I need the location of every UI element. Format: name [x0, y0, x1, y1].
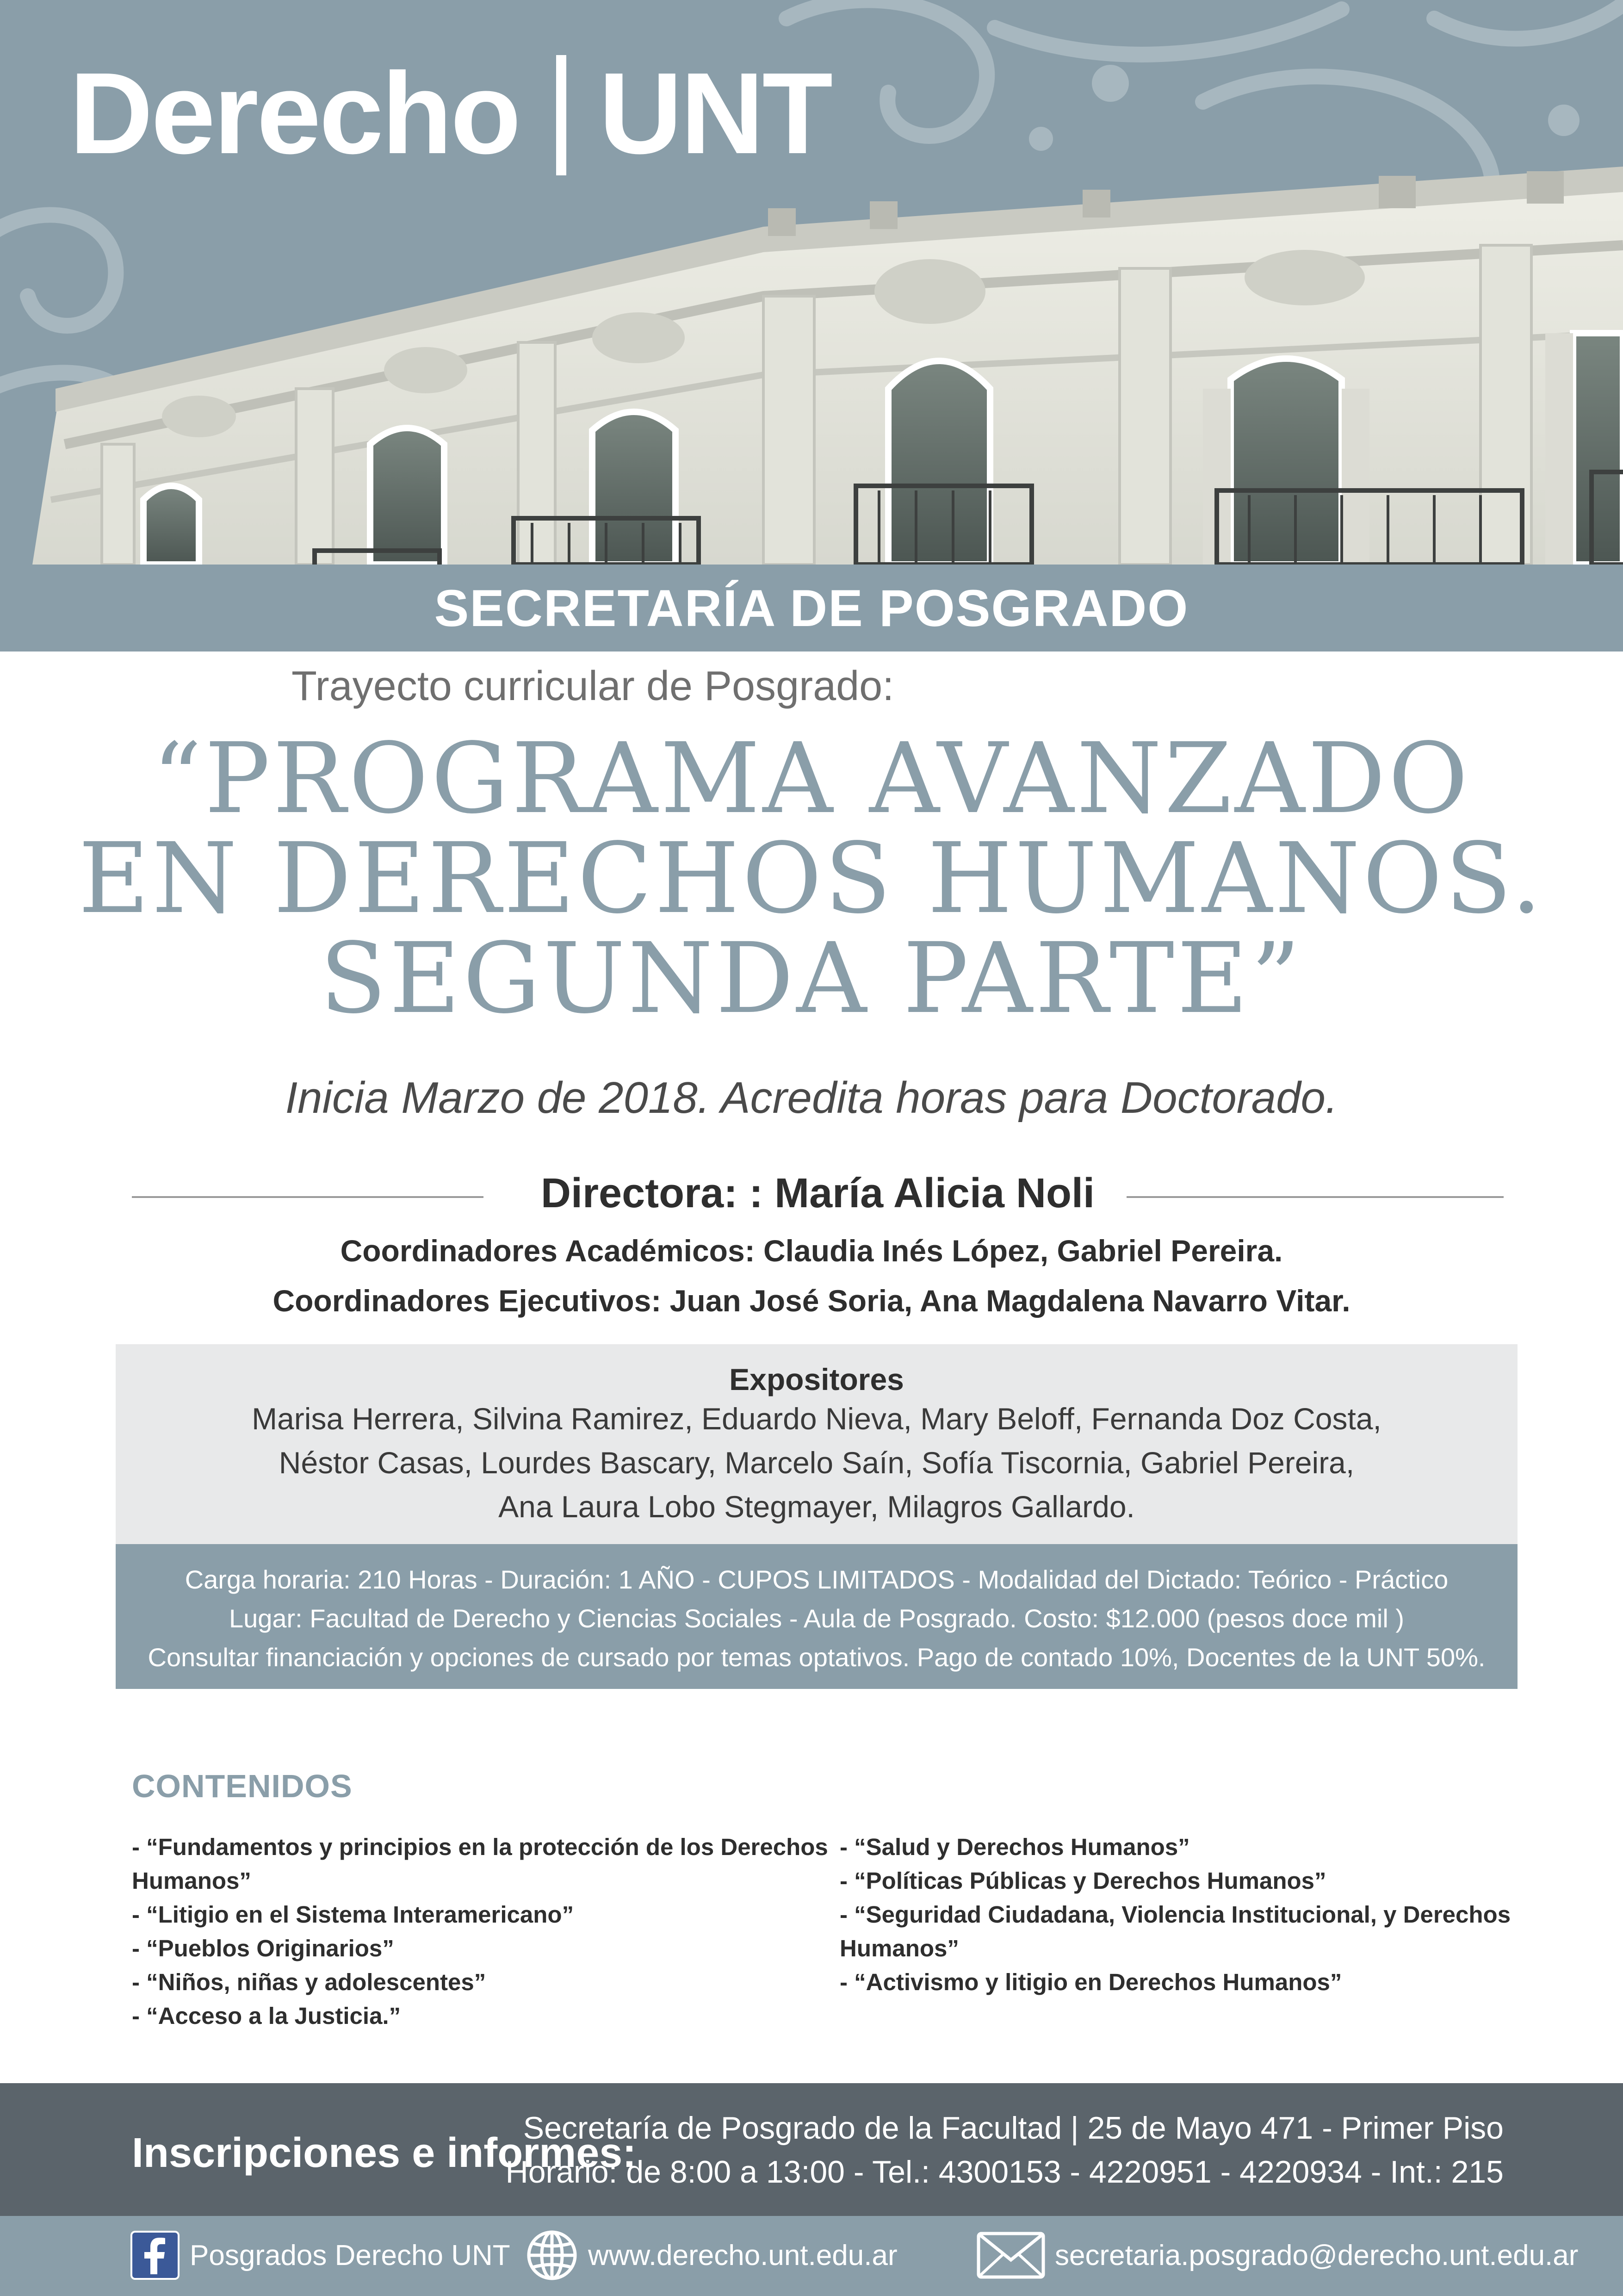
contenido-item: - “Acceso a la Justicia.” [132, 2003, 401, 2029]
program-title-line: EN DERECHOS HUMANOS. [78, 822, 1545, 935]
contenido-item: - “Fundamentos y principios en la protección de los Derechos [132, 1834, 828, 1860]
secretaria-title: SECRETARÍA DE POSGRADO [434, 579, 1189, 637]
expositores-line: Ana Laura Lobo Stegmayer, Milagros Gallardo. [498, 1489, 1135, 1524]
footer-info-bar [0, 2083, 1623, 2216]
footer-links-bar [0, 2216, 1623, 2296]
brand-unt: UNT [599, 49, 831, 178]
header [0, 0, 1623, 652]
contenido-item: - “Políticas Públicas y Derechos Humanos” [840, 1868, 1326, 1894]
trayecto-label: Trayecto curricular de Posgrado: [291, 663, 894, 709]
course-info-panel [116, 1544, 1518, 1689]
contenido-item: Humanos” [132, 1868, 251, 1894]
expositores-panel [116, 1344, 1518, 1544]
brand-derecho: Derecho [69, 49, 520, 178]
website-url: www.derecho.unt.edu.ar [588, 2239, 898, 2271]
globe-icon [525, 2228, 579, 2282]
start-date-note: Inicia Marzo de 2018. Acredita horas para Doctorado. [285, 1073, 1338, 1123]
program-title-line: “PROGRAMA AVANZADO [152, 722, 1471, 835]
expositores-line: Marisa Herrera, Silvina Ramirez, Eduardo Nieva, Mary Beloff, Fernanda Doz Costa, [252, 1402, 1381, 1436]
course-info-line: Carga horaria: 210 Horas - Duración: 1 AÑO - CUPOS LIMITADOS - Modalidad del Dictado: Teórico - Práctico [185, 1565, 1449, 1594]
contenido-item: - “Salud y Derechos Humanos” [840, 1834, 1190, 1860]
contenido-item: - “Seguridad Ciudadana, Violencia Institucional, y Derechos [840, 1901, 1511, 1928]
coordinadores-academicos: Coordinadores Académicos: Claudia Inés López, Gabriel Pereira. [340, 1234, 1283, 1268]
course-info-line: Consultar financiación y opciones de cursado por temas optativos. Pago de contado 10%, Docentes de la UNT 50%. [148, 1643, 1486, 1672]
facebook-label: Posgrados Derecho UNT [190, 2239, 510, 2271]
contenidos-title: CONTENIDOS [132, 1768, 353, 1804]
footer-horario: Horario: de 8:00 a 13:00 - Tel.: 4300153 - 4220951 - 4220934 - Int.: 215 [505, 2154, 1504, 2190]
course-info-line: Lugar: Facultad de Derecho y Ciencias Sociales - Aula de Posgrado. Costo: $12.000 (pesos doce mil ) [229, 1604, 1405, 1633]
contenidos-right-column [840, 1830, 1524, 1999]
secretaria-band [0, 565, 1623, 652]
footer-contact-info [506, 2106, 1504, 2194]
building-photo [0, 93, 1623, 565]
expositores-line: Néstor Casas, Lourdes Bascary, Marcelo Saín, Sofía Tiscornia, Gabriel Pereira, [279, 1446, 1355, 1480]
email-link[interactable] [976, 2230, 1578, 2281]
footer-address: Secretaría de Posgrado de la Facultad | 25 de Mayo 471 - Primer Piso [523, 2110, 1504, 2146]
contenido-item: - “Niños, niñas y adolescentes” [132, 1969, 486, 1995]
program-title [0, 722, 1623, 1035]
program-title-line: SEGUNDA PARTE” [320, 922, 1303, 1035]
envelope-icon [976, 2231, 1046, 2279]
website-link[interactable] [525, 2230, 898, 2281]
contenidos-left-column [132, 1830, 828, 2033]
facebook-link[interactable] [130, 2230, 510, 2281]
directora: Directora: : María Alicia Noli [541, 1170, 1095, 1216]
inscripciones-label: Inscripciones e informes: [132, 2130, 637, 2176]
facebook-icon [130, 2230, 180, 2281]
contenido-item: - “Pueblos Originarios” [132, 1935, 394, 1961]
directora-row [132, 1161, 1504, 1231]
contenido-item: - “Litigio en el Sistema Interamericano” [132, 1901, 574, 1928]
expositores-title: Expositores [729, 1362, 904, 1396]
contenido-item: - “Activismo y litigio en Derechos Humanos” [840, 1969, 1342, 1995]
email-address: secretaria.posgrado@derecho.unt.edu.ar [1055, 2239, 1579, 2271]
contenido-item: Humanos” [840, 1935, 959, 1961]
coordinadores-ejecutivos: Coordinadores Ejecutivos: Juan José Soria, Ana Magdalena Navarro Vitar. [273, 1284, 1350, 1318]
